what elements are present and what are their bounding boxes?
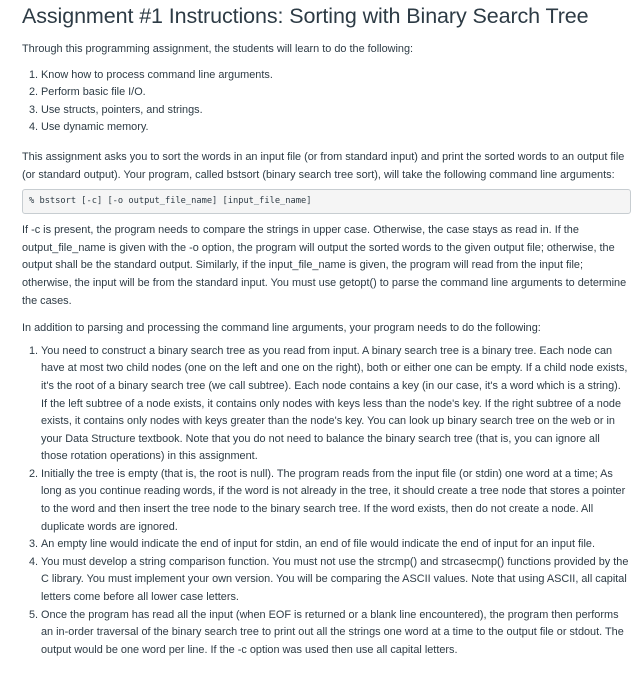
list-item-text: Once the program has read all the input (when EOF is returned or a blank line encountered), the program then performs an in-order traversal of the binary search tree to print out all the strings one word at a time to the output file or stdout. The output would be one word per line. If the -c option was used then use all capital letters. <box>41 608 624 656</box>
list-item-text: You must develop a string comparison function. You must not use the strcmp() and strcasecmp() functions provided by the C library. You must implement your own version. You will be comparing the ASCII values. Note that using ASCII, all capital letters come before all lower case letters. <box>41 555 629 604</box>
intro-paragraph: Through this programming assignment, the students will learn to do the following: <box>22 43 414 55</box>
list-item <box>29 466 633 536</box>
list-item-text: Use dynamic memory. <box>41 121 149 134</box>
list-item <box>29 102 633 120</box>
list-number: 4. <box>29 555 39 568</box>
list-item-text: An empty line would indicate the end of input for stdin, an end of file would indicate the end of input for an input file. <box>41 538 595 551</box>
list-number: 5. <box>29 608 39 621</box>
requirements-list <box>22 343 633 660</box>
learning-goals-list <box>22 67 633 137</box>
list-number: 1. <box>29 68 39 81</box>
list-item <box>29 607 633 660</box>
list-number: 4. <box>29 121 39 134</box>
task-paragraph: This assignment asks you to sort the words in an input file (or from standard input) and print the sorted words to an output file (or standard output). Your program, called bstsort (binary search tree sort), will take the following command line arguments: <box>22 150 625 181</box>
usage-code-block: % bstsort [-c] [-o output_file_name] [input_file_name] <box>22 189 631 214</box>
options-paragraph: If -c is present, the program needs to compare the strings in upper case. Otherwise, the case stays as read in. If the output_file_name is given with the -o option, the program will output the sorted words to the given output file; otherwise, the output shall be the standard output. Similarly, if the input_file_name is given, the program will read from the input file; otherwise, the input will be from the standard input. You must use getopt() to parse the command line arguments to determine the cases. <box>22 224 627 307</box>
list-item <box>29 554 633 607</box>
list-item-text: Perform basic file I/O. <box>41 86 146 99</box>
list-item-text: Know how to process command line arguments. <box>41 68 273 81</box>
requirements-intro: In addition to parsing and processing the command line arguments, your program needs to do the following: <box>22 322 541 335</box>
list-item <box>29 343 633 466</box>
list-item-text: Initially the tree is empty (that is, the root is null). The program reads from the input file (or stdin) one word at a time; As long as you continue reading words, if the word is not already in the tree, it should create a tree node that stores a pointer to the word and then insert the tree node to the binary search tree. If the word exists, then do not create a node. All duplicate words are ignored. <box>41 467 626 533</box>
list-item <box>29 67 633 85</box>
list-number: 1. <box>29 344 39 357</box>
list-number: 2. <box>29 86 39 99</box>
list-item <box>29 119 633 137</box>
list-number: 3. <box>29 538 39 551</box>
list-item-text: You need to construct a binary search tree as you read from input. A binary search tree is a binary tree. Each node can have at most two child nodes (one on the left and one on the right), both or either one can be empty. If a child node exists, it's the root of a binary search tree (we call subtree). Each node contains a key (in our case, it's a word which is a string). If the left subtree of a node exists, it contains only nodes with keys less than the node's key. If the right subtree of a node exists, it contains only nodes with keys greater than the node's key. You can look up binary search tree on the web or in your Data Structure textbook. Note that you do not need to balance the binary search tree (that is, you can ignore all those rotation operations) in this assignment. <box>41 344 628 463</box>
page-title: Assignment #1 Instructions: Sorting with Binary Search Tree <box>22 4 589 28</box>
list-item <box>29 536 633 554</box>
list-number: 3. <box>29 103 39 116</box>
list-item <box>29 84 633 102</box>
list-number: 2. <box>29 467 39 480</box>
list-item-text: Use structs, pointers, and strings. <box>41 103 203 116</box>
